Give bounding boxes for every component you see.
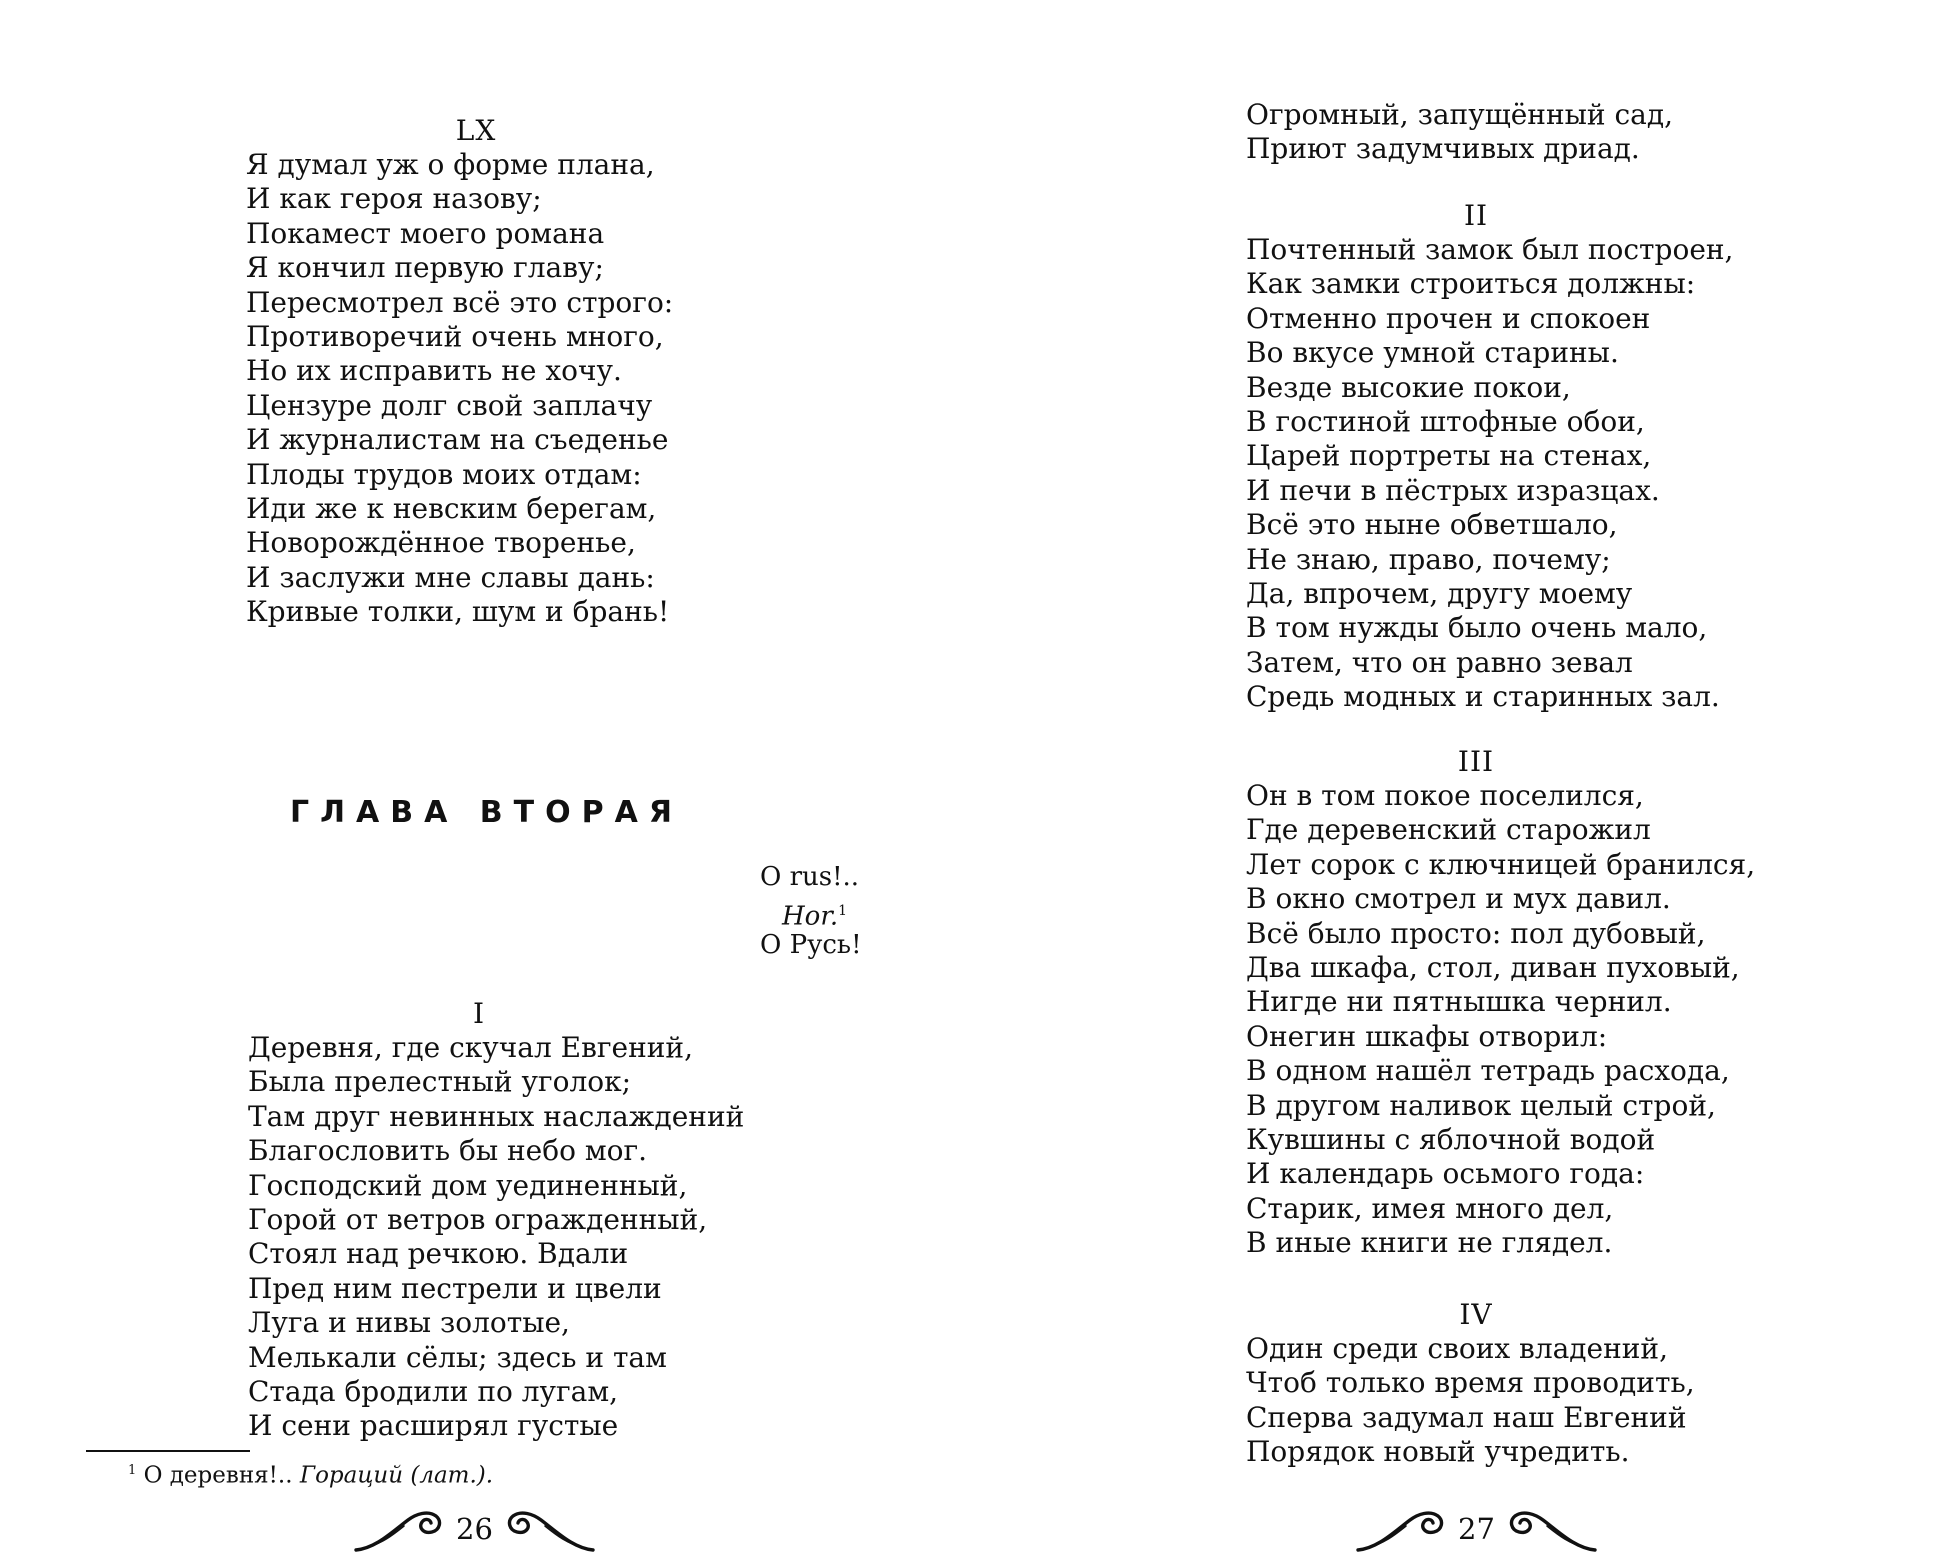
- verse-line: В том нужды было очень мало,: [1246, 611, 1708, 645]
- verse-line: Огромный, запущённый сад,: [1246, 98, 1673, 131]
- verse-line: Я кончил первую главу;: [246, 251, 604, 285]
- verse-line: Сперва задумал наш Евгений: [1246, 1400, 1687, 1434]
- verse-line: Почтенный замок был построен,: [1246, 233, 1734, 266]
- verse-line: Покамест моего романа: [246, 216, 605, 250]
- verse-line: В окно смотрел и мух давил.: [1246, 882, 1671, 916]
- footnote-source: Гораций (лат.).: [299, 1462, 494, 1489]
- verse-line: Как замки строиться должны:: [1246, 267, 1696, 301]
- verse-line: Он в том покое поселился,: [1246, 779, 1644, 812]
- verse-line: Я думал уж о форме плана,: [246, 148, 655, 181]
- verse-line: Отменно прочен и спокоен: [1246, 301, 1651, 335]
- verse-line: Иди же к невским берегам,: [246, 491, 657, 525]
- footnote-mark: 1: [128, 1463, 137, 1478]
- verse-line: Цензуре долг свой заплачу: [246, 388, 653, 422]
- verse-line: Чтоб только время проводить,: [1246, 1366, 1695, 1400]
- page-number: 26: [456, 1512, 493, 1546]
- verse-line: Да, впрочем, другу моему: [1246, 576, 1633, 610]
- footnote: [128, 1456, 493, 1491]
- footnote-rule: [86, 1450, 250, 1452]
- verse-line: В другом наливок целый строй,: [1246, 1088, 1716, 1122]
- verse-line: Противоречий очень много,: [246, 319, 664, 353]
- verse-line: Всё было просто: пол дубовый,: [1246, 916, 1706, 950]
- verse-line: Два шкафа, стол, диван пуховый,: [1246, 950, 1740, 984]
- stanza-number: IV: [1459, 1298, 1493, 1331]
- verse-line: Старик, имея много дел,: [1246, 1191, 1614, 1225]
- verse-line: И календарь осьмого года:: [1246, 1157, 1645, 1191]
- verse-line: Деревня, где скучал Евгений,: [248, 1031, 693, 1064]
- verse-line: Господский дом уединенный,: [248, 1168, 688, 1202]
- verse-line: В иные книги не глядел.: [1246, 1226, 1613, 1260]
- stanza-i: [248, 997, 744, 1444]
- swirl-flourish-icon: [503, 1504, 595, 1554]
- verse-line: Приют задумчивых дриад.: [1246, 132, 1640, 166]
- verse-line: Благословить бы небо мог.: [248, 1134, 648, 1168]
- verse-line: Мелькали сёлы; здесь и там: [248, 1340, 667, 1374]
- stanza-lx: [246, 114, 706, 629]
- verse-line: И как героя назову;: [246, 182, 542, 216]
- verse-line: Луга и нивы золотые,: [248, 1306, 570, 1340]
- verse-line: Пересмотрел всё это строго:: [246, 285, 674, 319]
- verse-line: Лет сорок с ключницей бранился,: [1246, 847, 1756, 881]
- verse-line: Кривые толки, шум и брань!: [246, 595, 670, 629]
- verse-line: И сени расширял густые: [248, 1409, 619, 1443]
- verse-line: Всё это ныне обветшало,: [1246, 508, 1618, 542]
- stanza-number: II: [1463, 199, 1489, 232]
- verse-line: В гостиной штофные обои,: [1246, 404, 1645, 438]
- verse-line: Один среди своих владений,: [1246, 1332, 1668, 1365]
- verse-line: Была прелестный уголок;: [248, 1065, 632, 1099]
- stanza-number: I: [472, 997, 486, 1030]
- verse-line: Новорождённое творенье,: [246, 526, 636, 560]
- verse-line: Порядок новый учредить.: [1246, 1435, 1630, 1469]
- swirl-flourish-icon: [354, 1504, 446, 1554]
- verse-line: И печи в пёстрых изразцах.: [1246, 473, 1660, 507]
- epigraph-author: [760, 894, 872, 932]
- verse-line: Царей портреты на стенах,: [1246, 439, 1652, 473]
- verse-line: Где деревенский старожил: [1246, 813, 1651, 847]
- verse-line: Но их исправить не хочу.: [246, 354, 622, 388]
- verse-line: Во вкусе умной старины.: [1246, 336, 1619, 370]
- footnote-marker: 1: [838, 903, 848, 919]
- verse-line: Не знаю, право, почему;: [1246, 542, 1611, 576]
- verse-line: Стада бродили по лугам,: [248, 1374, 619, 1408]
- page-number-ornament: [1356, 1504, 1597, 1554]
- epigraph: [760, 860, 872, 962]
- stanza-iii: [1246, 745, 1755, 1260]
- verse-line: Везде высокие покои,: [1246, 370, 1571, 404]
- page-number-ornament: [354, 1504, 595, 1554]
- footnote-text: О деревня!..: [143, 1462, 293, 1489]
- verse-line: Плоды трудов моих отдам:: [246, 457, 642, 491]
- swirl-flourish-icon: [1505, 1504, 1597, 1554]
- stanza-ii: [1246, 199, 1733, 714]
- verse-line: Пред ним пестрели и цвели: [248, 1271, 662, 1305]
- page-number: 27: [1458, 1512, 1495, 1546]
- verse-line: В одном нашёл тетрадь расхода,: [1246, 1054, 1730, 1088]
- verse-line: И журналистам на съеденье: [246, 423, 669, 457]
- verse-line: Стоял над речкою. Вдали: [248, 1237, 629, 1271]
- stanza-continuation: [1246, 98, 1673, 167]
- verse-line: Средь модных и старинных зал.: [1246, 680, 1720, 714]
- swirl-flourish-icon: [1356, 1504, 1448, 1554]
- verse-line: Нигде ни пятнышка чернил.: [1246, 985, 1672, 1019]
- epigraph-author-name: Hor.: [782, 901, 839, 932]
- verse-line: Кувшины с яблочной водой: [1246, 1122, 1656, 1156]
- stanza-iv: [1246, 1298, 1706, 1470]
- verse-line: И заслужи мне славы дань:: [246, 560, 655, 594]
- epigraph-translation: О Русь!: [760, 930, 862, 960]
- chapter-title: ГЛАВА ВТОРАЯ: [290, 795, 683, 830]
- verse-line: Онегин шкафы отворил:: [1246, 1019, 1608, 1053]
- epigraph-quote: O rus!..: [760, 862, 860, 892]
- verse-line: Горой от ветров огражденный,: [248, 1202, 708, 1236]
- verse-line: Затем, что он равно зевал: [1246, 645, 1633, 679]
- stanza-number: LX: [455, 114, 497, 147]
- verse-line: Там друг невинных наслаждений: [248, 1099, 745, 1133]
- stanza-number: III: [1457, 745, 1495, 778]
- right-page: [968, 0, 1936, 1556]
